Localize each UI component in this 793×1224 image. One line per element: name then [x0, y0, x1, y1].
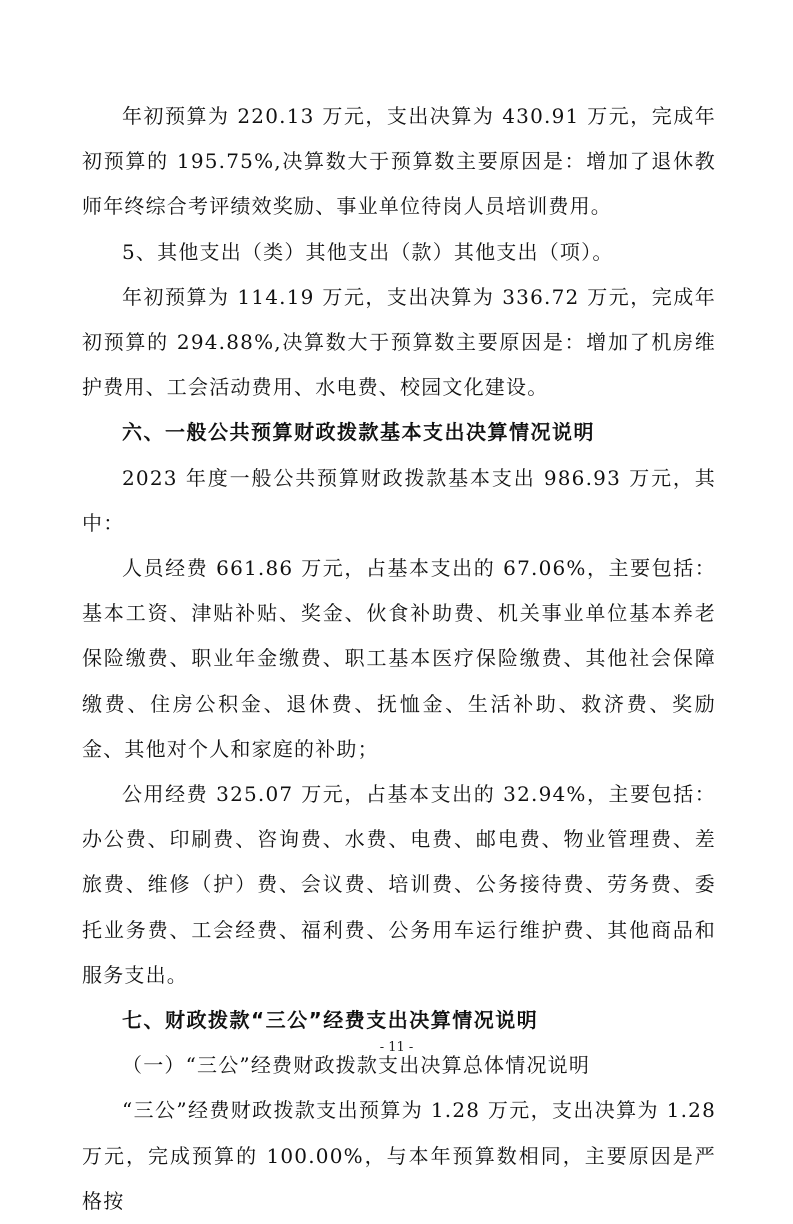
section-heading-6: 六、一般公共预算财政拨款基本支出决算情况说明: [122, 420, 595, 445]
paragraph-budget-item-5-detail: 年初预算为 114.19 万元，支出决算为 336.72 万元，完成年初预算的 294.88%,决算数大于预算数主要原因是：增加了机房维护费用、工会活动费用、水电费、校园文化建设。: [82, 284, 716, 400]
page-number: - 11 -: [379, 1040, 414, 1055]
paragraph-basic-expenditure-total: 2023 年度一般公共预算财政拨款基本支出 986.93 万元，其中：: [82, 465, 716, 535]
paragraph-three-public-expenses: “三公”经费财政拨款支出预算为 1.28 万元，支出决算为 1.28 万元，完成预算的 100.00%，与本年预算数相同，主要原因是严格按: [82, 1098, 716, 1213]
subsection-heading-1: （一）“三公”经费财政拨款支出决算总体情况说明: [122, 1053, 591, 1078]
section-heading-7: 七、财政拨款“三公”经费支出决算情况说明: [122, 1008, 539, 1033]
paragraph-item-5-title: 5、其他支出（类）其他支出（款）其他支出（项）。: [122, 239, 614, 264]
paragraph-budget-item-4-detail: 年初预算为 220.13 万元，支出决算为 430.91 万元，完成年初预算的 195.75%,决算数大于预算数主要原因是：增加了退休教师年终综合考评绩效奖励、事业单位待岗人员培训费用。: [82, 104, 716, 219]
paragraph-public-expenses: 公用经费 325.07 万元，占基本支出的 32.94%，主要包括：办公费、印刷费、咨询费、水费、电费、邮电费、物业管理费、差旅费、维修（护）费、会议费、培训费、公务接待费、劳务费、委托业务费、工会经费、福利费、公务用车运行维护费、其他商品和服务支出。: [82, 782, 716, 987]
paragraph-personnel-expenses: 人员经费 661.86 万元，占基本支出的 67.06%，主要包括：基本工资、津贴补贴、奖金、伙食补助费、机关事业单位基本养老保险缴费、职业年金缴费、职工基本医疗保险缴费、其他社会保障缴费、住房公积金、退休费、抚恤金、生活补助、救济费、奖励金、其他对个人和家庭的补助；: [82, 556, 716, 761]
